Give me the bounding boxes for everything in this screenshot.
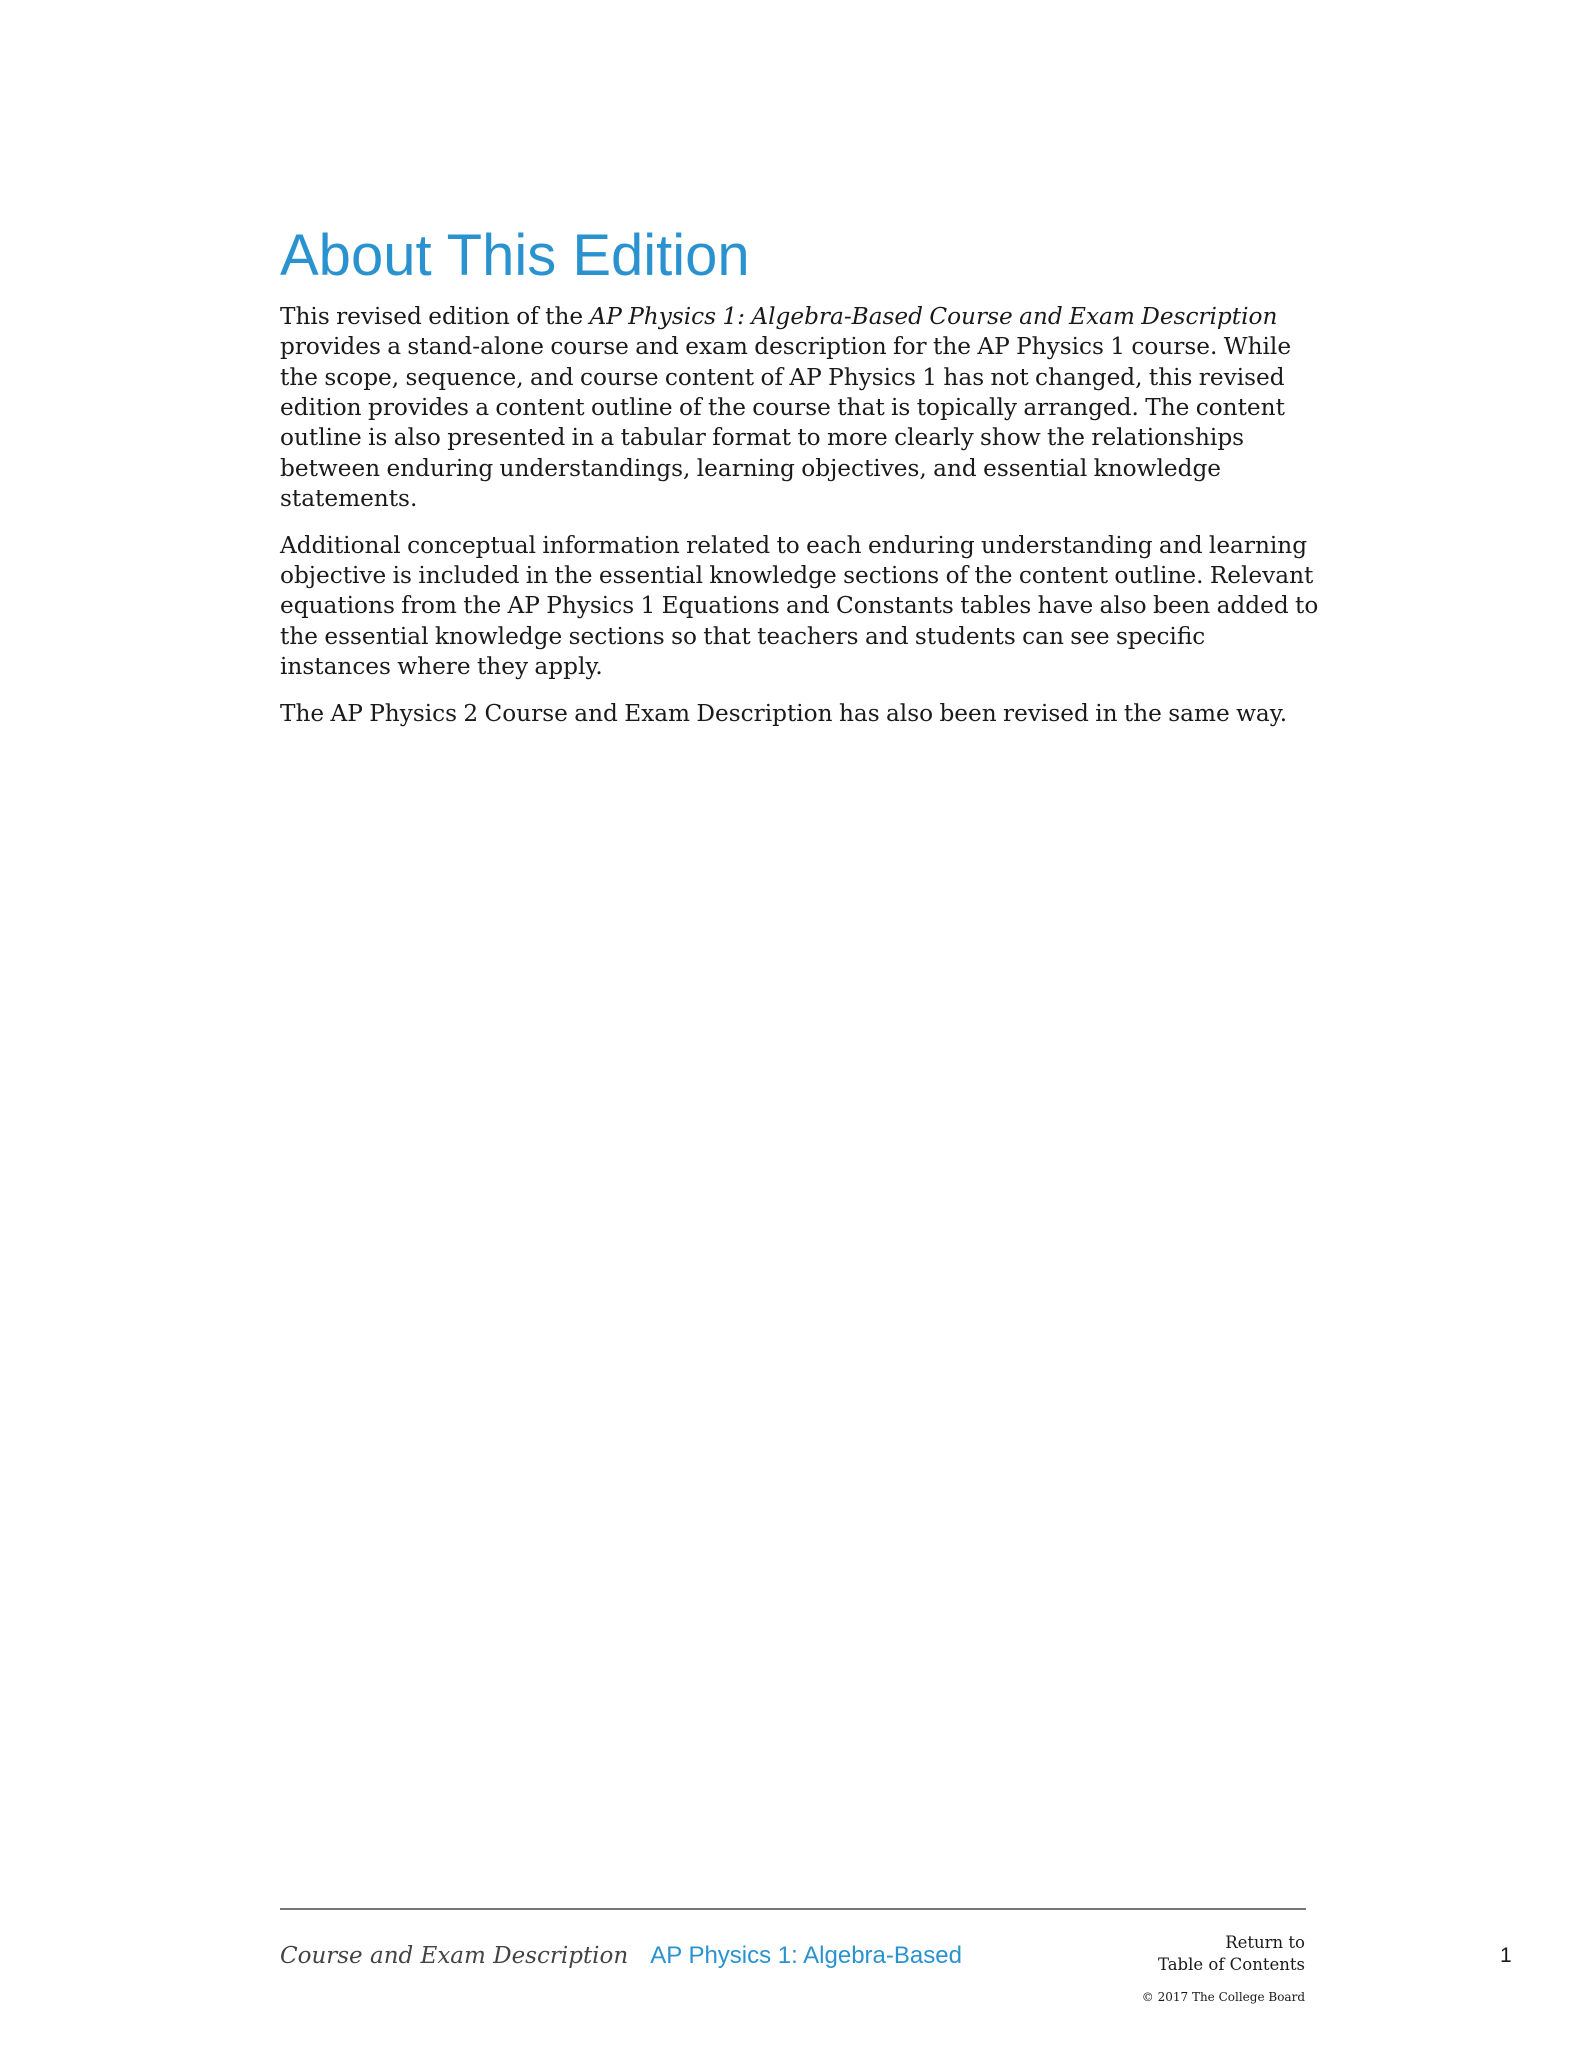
paragraph-1 (280, 302, 1320, 515)
footer-course-label: AP Physics 1: Algebra-Based (650, 1942, 962, 1969)
paragraph-2: Additional conceptual information related to each enduring understanding and learning objective is included in the essential knowledge sections of the content outline. Relevant equations from the AP Physics 1 Equations and Constants tables have also been added to the essential knowledge sections so that teachers and students can see specific instances where they apply. (280, 531, 1319, 681)
page-title: About This Edition (280, 223, 750, 288)
paragraph-1-book-title: AP Physics 1: Algebra-Based Course and Exam Description (589, 302, 1278, 330)
paragraph-1-suffix: provides a stand-alone course and exam description for the AP Physics 1 course. While the scope, sequence, and course content of AP Physics 1 has not changed, this revised edition provides a content outline of the course that is topically arranged. The content outline is also presented in a tabular format to more clearly show the relationships between enduring understandings, learning objectives, and essential knowledge statements. (280, 333, 1292, 513)
return-link-line-1: Return to (1225, 1933, 1305, 1952)
paragraph-3: The AP Physics 2 Course and Exam Description has also been revised in the same way. (280, 699, 1288, 727)
footer-document-label: Course and Exam Description (280, 1943, 629, 1969)
return-link-line-2: Table of Contents (1157, 1955, 1305, 1974)
footer-title-block (280, 1942, 962, 1970)
page-number: 1 (1500, 1944, 1512, 1967)
copyright-notice: © 2017 The College Board (1141, 1990, 1305, 2004)
main-content (280, 224, 1320, 745)
footer-divider (280, 1908, 1306, 1910)
return-to-toc-link[interactable] (1100, 1932, 1305, 1976)
paragraph-1-prefix: This revised edition of the (280, 302, 590, 330)
